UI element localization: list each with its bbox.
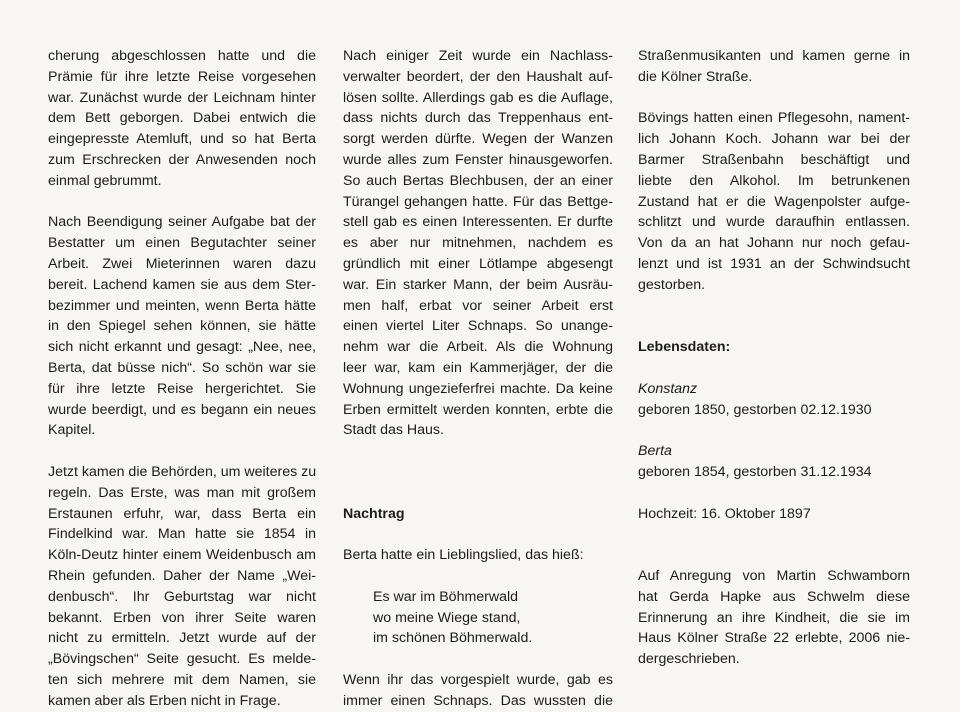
paragraph-spacer [638,296,910,338]
text-line: in den Spiegel sehen können, sie hätte [48,318,316,335]
text-line: hat Gerda Hapke aus Schwelm diese [638,588,910,605]
text-line: schlitzt und wurde daraufhin entlassen. [638,214,910,231]
paragraph-spacer [343,524,613,545]
paragraph-spacer [343,649,613,670]
paragraph [48,46,316,192]
text-line: lich Johann Koch. Johann war bei der [638,131,910,148]
text-line: es aber nur mitnehmen, nachdem es [343,235,613,252]
text-line: für ihre letzte Reise hergerichtet. Sie [48,380,316,397]
text-line: die Kölner Straße. [638,68,753,85]
paragraph [638,108,910,295]
text-line: wurde beerdigt, und es begann ein neues [48,401,316,418]
text-line: Köln-Deutz hinter einem Weidenbusch am [48,547,316,564]
song-lyrics [373,587,613,649]
paragraph [343,46,613,441]
text-line: Hochzeit: 16. Oktober 1897 [638,505,811,522]
text-line: war. Zunächst wurde der Leichnam hinter [48,89,316,106]
text-column-middle [343,46,613,712]
text-line: Arbeit. Zwei Mieterinnen waren dazu [48,255,316,272]
text-column-right [638,46,910,670]
text-line: dass nichts durch das Treppenhaus ent- [343,110,613,127]
text-line: zum Erschrecken der Anwesenden noch [48,151,316,168]
text-line: denbusch“. Ihr Geburtstag war nicht [48,588,316,605]
text-line: Berta hatte ein Lieblingslied, das hieß: [343,547,584,564]
paragraph-spacer [48,192,316,213]
person-name: Berta [638,443,672,460]
paragraph [48,212,316,441]
text-line: nehm war die Arbeit. Als die Wohnung [343,339,613,356]
person-name: Konstanz [638,380,698,397]
text-line: dem Bett geborgen. Dabei entwich die [48,110,316,127]
paragraph-spacer [638,420,910,441]
text-line: Findelkind war. Man hatte sie 1854 in [48,526,316,543]
text-line: leer war, kam ein Kammerjäger, der die [343,359,613,376]
text-line: Rhein gefunden. Daher der Name „Wei- [48,567,316,584]
paragraph-spacer [48,441,316,462]
text-line: einen viertel Liter Schnaps. So unange- [343,318,613,335]
text-line: Bövings hatten einen Pflegesohn, nament- [638,110,910,127]
text-line: Stadt das Haus. [343,422,444,439]
paragraph-spacer [638,483,910,504]
text-line: wurde alles zum Fenster hinausgeworfen. [343,151,613,168]
text-column-left [48,46,316,712]
lyric-line: im schönen Böhmerwald. [373,630,533,647]
text-line: Kapitel. [48,422,96,439]
text-line: bekannt. Erben von ihrer Seite waren [48,609,316,626]
text-line: immer einen Schnaps. Das wussten die [343,692,613,709]
paragraph [343,670,613,712]
text-line: Barmer Straßenbahn beschäftigt und [638,151,910,168]
text-line: Erstaunen erfuhr, war, dass Berta ein [48,505,316,522]
text-line: cherung abgeschlossen hatte und die [48,48,316,64]
text-line: Zustand hat er die Wagenpolster aufge- [638,193,910,210]
text-line: Nach einiger Zeit wurde ein Nachlass- [343,48,613,64]
text-line: bereit. Lachend kamen sie aus dem Ster- [48,276,316,293]
paragraph [638,566,910,670]
paragraph-spacer [638,88,910,109]
text-line: ten sich mehrere mit dem Namen, sie [48,671,316,688]
text-line: sorgt werden dürfte. Wegen der Wanzen [343,131,613,148]
text-line: Prämie für ihre letzte Reise vorgesehen [48,68,316,85]
text-line: bezimmer und meinten, wenn Berta hätte [48,297,316,314]
text-line: verwalter beordert, der den Haushalt auf- [343,68,613,85]
text-line: Von da an hat Johann nur noch gefau- [638,235,910,252]
text-line: liebte den Alkohol. Im betrunkenen [638,172,910,189]
text-line: gründlich mit einer Lötlampe abgesengt [343,255,613,272]
paragraph [638,46,910,88]
text-line: Wohnung ungezieferfrei machte. Da keine [343,380,613,397]
text-line: Haus Kölner Straße 22 erlebte, 2006 nie- [638,630,910,647]
text-line: „Bövingschen“ Seite gesucht. Es melde- [48,651,316,668]
lyric-line: wo meine Wiege stand, [373,609,521,626]
section-heading: Nachtrag [343,505,405,522]
paragraph-spacer [343,566,613,587]
text-line: Auf Anregung von Martin Schwamborn [638,567,910,584]
text-line: war. Ein starker Mann, der beim Ausräu- [343,276,613,293]
text-line: einmal gebrummt. [48,172,162,189]
text-line: sich nicht erkannt und gesagt: „Nee, nee, [48,339,316,356]
text-line: geboren 1850, gestorben 02.12.1930 [638,401,872,418]
text-line: Jetzt kamen die Behörden, um weiteres zu [48,463,317,480]
paragraph [48,462,316,712]
text-line: Berta, dat büsse nich“. So schön war sie [48,359,316,376]
text-line: kamen aber als Erben nicht in Frage. [48,692,281,709]
text-line: geboren 1854, gestorben 31.12.1934 [638,463,872,480]
text-line: nicht zu ermitteln. Jetzt wurde auf der [48,630,316,647]
text-line: Türangel gehangen hatte. Für das Bettge- [343,193,613,210]
text-line: lenzt und ist 1931 an der Schwindsucht [638,255,910,272]
paragraph-spacer [343,441,613,483]
text-line: Erben ermittelt werden konnten, erbte die [343,401,613,418]
text-line: lösen sollte. Allerdings gab es die Auflage, [343,89,613,106]
text-line: men half, erbat vor seiner Arbeit erst [343,297,613,314]
paragraph-spacer [638,524,910,566]
text-line: dergeschrieben. [638,651,740,668]
text-line: Nach Beendigung seiner Aufgabe bat der [48,214,316,231]
text-line: So auch Bertas Blechbusen, der an einer [343,172,613,189]
text-line: gestorben. [638,276,706,293]
text-line: Wenn ihr das vorgespielt wurde, gab es [343,671,613,688]
text-line: stell gab es einen Interessenten. Er durfte [343,214,613,231]
text-line: Straßenmusikanten und kamen gerne in [638,48,910,64]
lyric-line: Es war im Böhmerwald [373,588,519,605]
paragraph-spacer [638,358,910,379]
text-line: Bestatter um einen Begutachter seiner [48,235,316,252]
paragraph-spacer [343,483,613,504]
text-line: eingepresste Atemluft, und so hat Berta [48,131,316,148]
section-heading: Lebensdaten: [638,339,731,356]
text-line: regeln. Das Erste, was man mit großem [48,484,316,501]
text-line: Erinnerung an ihre Kindheit, die sie im [638,609,910,626]
